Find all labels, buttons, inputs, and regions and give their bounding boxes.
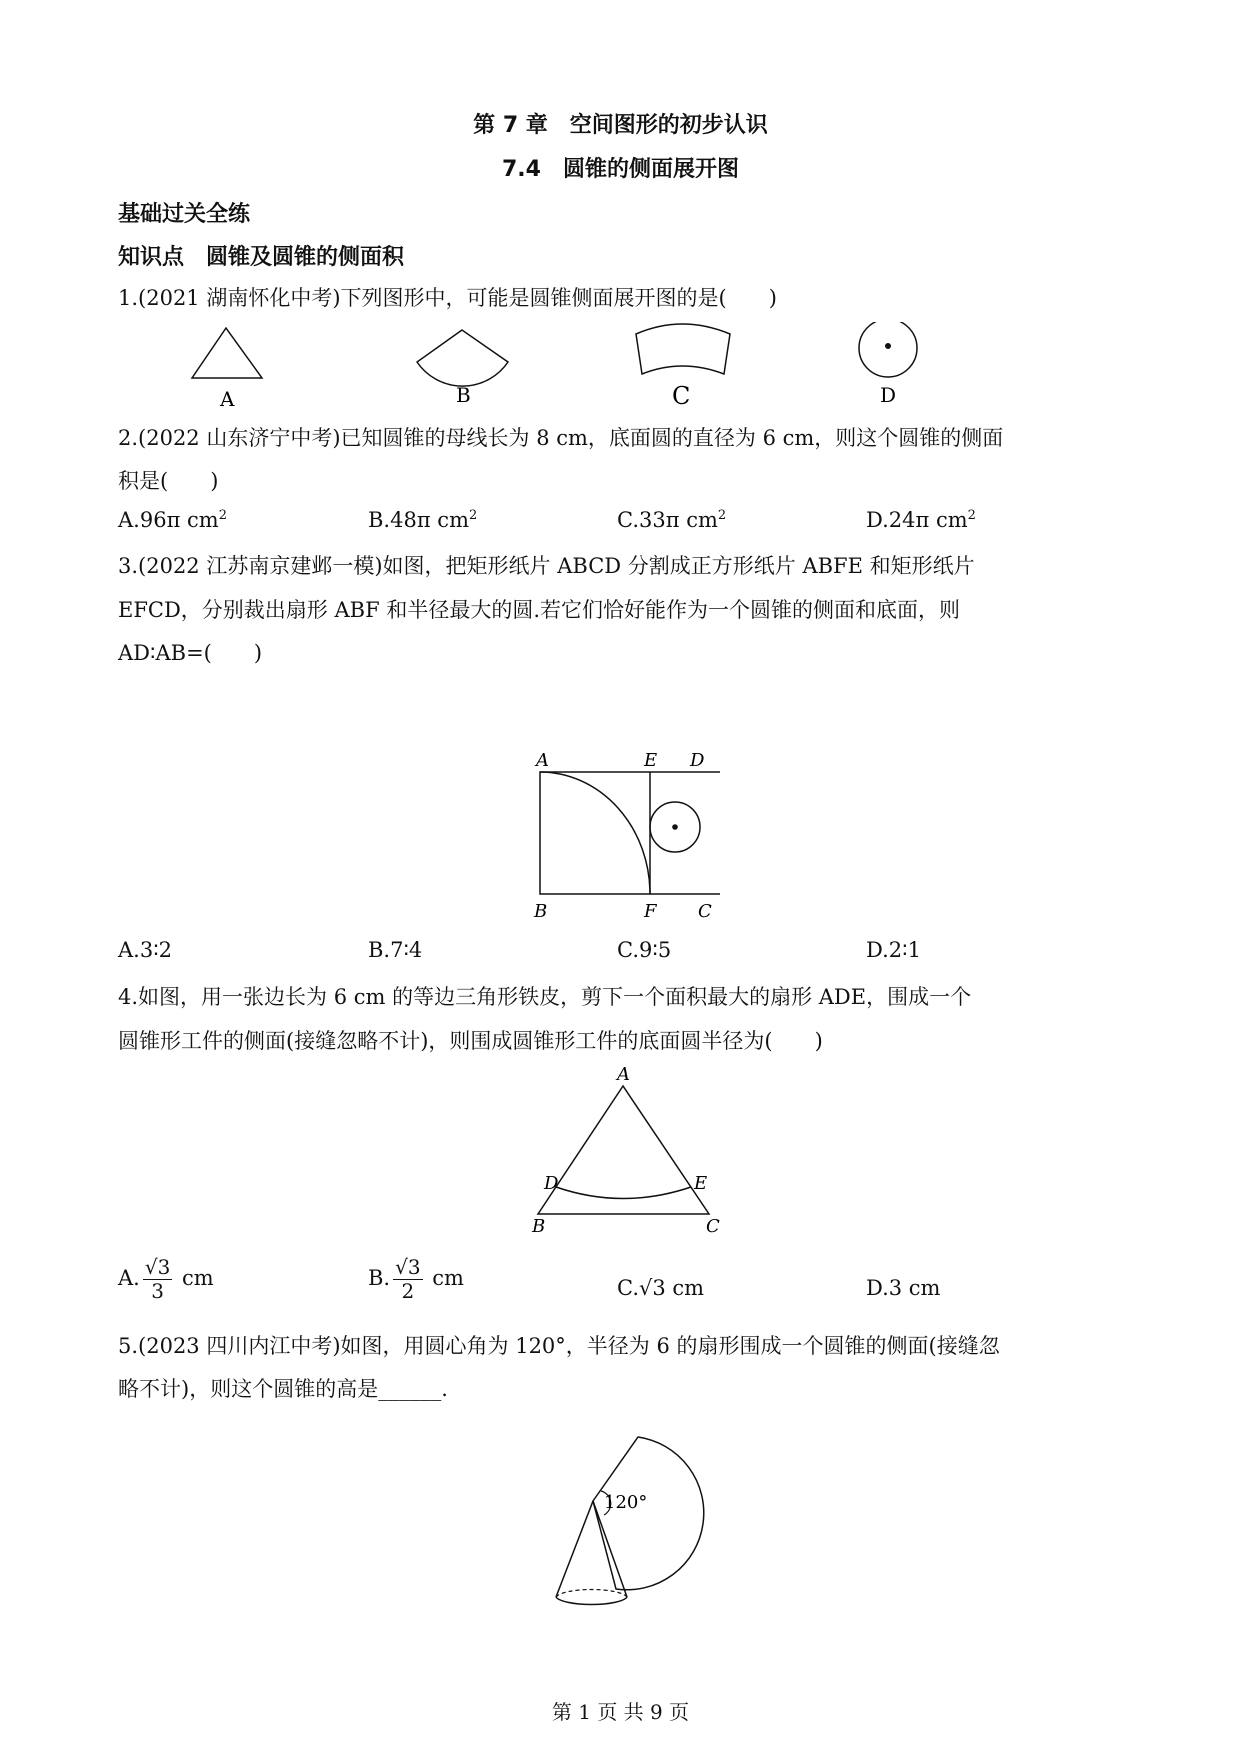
q2-line2: 积是( ): [118, 469, 219, 493]
q1-fig-d-center-dot: [885, 343, 891, 349]
q3-option-d: D.2∶1: [866, 938, 921, 962]
page-footer: 第 1 页 共 9 页: [551, 1700, 690, 1724]
q4-label-c: C: [706, 1216, 720, 1237]
q5-sector: [593, 1437, 704, 1590]
chapter-title: 第 7 章 空间图形的初步认识: [473, 113, 768, 138]
q3-label-e: E: [644, 750, 658, 771]
q3-line2: EFCD，分别裁出扇形 ABF 和半径最大的圆.若它们恰好能作为一个圆锥的侧面和底面，则: [118, 598, 960, 622]
q4-option-d: D.3 cm: [866, 1276, 941, 1300]
q5-line2: 略不计)，则这个圆锥的高是______.: [118, 1377, 448, 1401]
q3-option-c: C.9∶5: [617, 938, 672, 962]
q4-option-b: B. $\frac{√3}{2}$ cm: [368, 1255, 464, 1303]
q5-angle-label: 120°: [604, 1492, 648, 1513]
knowledge-heading: 知识点 圆锥及圆锥的侧面积: [118, 245, 405, 270]
q1-fig-a-triangle: [192, 328, 262, 378]
q4-label-a: A: [617, 1064, 630, 1085]
q1-fig-b-sector: [417, 330, 508, 386]
q1-fig-d-circle: [859, 322, 917, 377]
q4-label-e: E: [694, 1173, 708, 1194]
practice-heading: 基础过关全练: [118, 202, 251, 227]
q3-figure-labels: [520, 745, 720, 920]
q3-label-a: A: [536, 750, 549, 771]
q2-option-d: D.24π $cm^2$: [866, 508, 976, 532]
q4-figure-labels: [520, 1062, 730, 1237]
q5-figure: [540, 1425, 730, 1620]
q3-line3: AD∶AB=( ): [118, 641, 263, 665]
q4-label-d: D: [544, 1173, 559, 1194]
q1-label-b: B: [456, 383, 471, 407]
q4-option-c: C.√3 cm: [617, 1276, 705, 1300]
section-title: 7.4 圆锥的侧面展开图: [502, 157, 739, 182]
q5-cone-right-edge: [593, 1501, 627, 1597]
q5-line1: 5.(2023 四川内江中考)如图，用圆心角为 120°，半径为 6 的扇形围成一个圆锥的侧面(接缝忽: [118, 1334, 1000, 1358]
q3-label-f: F: [644, 901, 657, 920]
q4-option-a: A. $\frac{√3}{3}$ cm: [118, 1255, 214, 1303]
q2-option-c: C.33π $cm^2$: [617, 508, 727, 532]
q1-label-d: D: [880, 383, 897, 407]
q2-option-b: B.48π $cm^2$: [368, 508, 478, 532]
q3-option-a: A.3∶2: [118, 938, 173, 962]
q4-line1: 4.如图，用一张边长为 6 cm 的等边三角形铁皮，剪下一个面积最大的扇形 ADE，围成一个: [118, 985, 972, 1009]
q1-label-c: C: [672, 382, 691, 410]
q5-cone-left-edge: [556, 1501, 593, 1597]
q1-fig-c-annular-sector: [636, 324, 730, 374]
q3-line1: 3.(2022 江苏南京建邺一模)如图，把矩形纸片 ABCD 分割成正方形纸片 ABFE 和矩形纸片: [118, 554, 975, 578]
q4-label-b: B: [532, 1216, 546, 1237]
q1-text: 1.(2021 湖南怀化中考)下列图形中，可能是圆锥侧面展开图的是( ): [118, 286, 777, 310]
q2-line1: 2.(2022 山东济宁中考)已知圆锥的母线长为 8 cm，底面圆的直径为 6 cm，则这个圆锥的侧面: [118, 426, 1004, 450]
q4-line2: 圆锥形工件的侧面(接缝忽略不计)，则围成圆锥形工件的底面圆半径为( ): [118, 1029, 823, 1053]
q1-figures: [190, 322, 1060, 412]
q5-cone-base-front: [556, 1597, 627, 1605]
q3-label-d: D: [690, 750, 705, 771]
q3-option-b: B.7∶4: [368, 938, 423, 962]
q5-cone-base-back: [556, 1589, 627, 1597]
q3-label-c: C: [698, 901, 712, 920]
q3-label-b: B: [534, 901, 548, 920]
q2-option-a: A.96π $cm^2$: [118, 508, 227, 532]
q1-label-a: A: [220, 387, 235, 411]
